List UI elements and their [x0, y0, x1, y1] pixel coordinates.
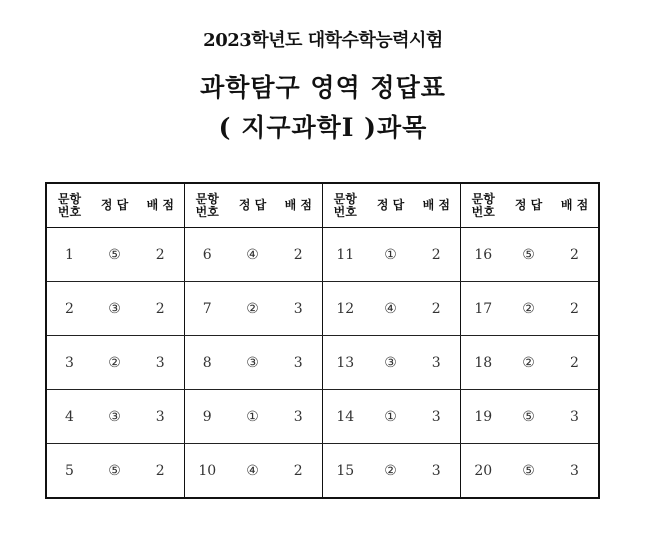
header-question-number: 문항 번호	[184, 183, 230, 228]
subject-line: ( 지구과학Ⅰ )과목	[218, 113, 428, 142]
question-number: 9	[184, 390, 230, 444]
question-number: 12	[322, 282, 368, 336]
score-value: 2	[413, 282, 460, 336]
answer-mark: ②	[368, 444, 413, 499]
answer-mark: ①	[368, 228, 413, 282]
answer-mark: ①	[230, 390, 275, 444]
score-value: 3	[275, 390, 322, 444]
table-row	[46, 282, 599, 336]
table-row	[46, 390, 599, 444]
question-number: 5	[46, 444, 92, 499]
answer-key-table	[45, 182, 600, 499]
answer-mark: ②	[230, 282, 275, 336]
answer-mark: ②	[506, 336, 551, 390]
question-number: 11	[322, 228, 368, 282]
answer-mark: ⑤	[506, 390, 551, 444]
score-value: 2	[275, 228, 322, 282]
question-number: 2	[46, 282, 92, 336]
question-number: 16	[460, 228, 506, 282]
header-score: 배 점	[137, 183, 184, 228]
header-row	[46, 183, 599, 228]
answer-mark: ③	[230, 336, 275, 390]
score-value: 2	[275, 444, 322, 499]
answer-mark: ③	[368, 336, 413, 390]
question-number: 13	[322, 336, 368, 390]
answer-mark: ⑤	[506, 228, 551, 282]
question-number: 20	[460, 444, 506, 499]
header-score: 배 점	[413, 183, 460, 228]
header-answer: 정 답	[92, 183, 137, 228]
score-value: 2	[551, 228, 599, 282]
score-value: 3	[137, 336, 184, 390]
answer-mark: ④	[230, 444, 275, 499]
answer-mark: ⑤	[92, 444, 137, 499]
question-number: 3	[46, 336, 92, 390]
question-number: 7	[184, 282, 230, 336]
score-value: 3	[551, 390, 599, 444]
question-number: 8	[184, 336, 230, 390]
score-value: 2	[137, 228, 184, 282]
answer-mark: ②	[506, 282, 551, 336]
question-number: 4	[46, 390, 92, 444]
header-question-number: 문항 번호	[46, 183, 92, 228]
score-value: 2	[551, 282, 599, 336]
score-value: 2	[137, 282, 184, 336]
header-score: 배 점	[551, 183, 599, 228]
header-score: 배 점	[275, 183, 322, 228]
answer-mark: ⑤	[506, 444, 551, 499]
score-value: 3	[551, 444, 599, 499]
question-number: 10	[184, 444, 230, 499]
answer-mark: ④	[368, 282, 413, 336]
score-value: 3	[413, 390, 460, 444]
question-number: 17	[460, 282, 506, 336]
exam-title: 2023학년도 대학수학능력시험	[203, 30, 443, 51]
table-row	[46, 336, 599, 390]
score-value: 3	[413, 444, 460, 499]
answer-mark: ③	[92, 390, 137, 444]
question-number: 18	[460, 336, 506, 390]
answer-mark: ⑤	[92, 228, 137, 282]
header-question-number: 문항 번호	[460, 183, 506, 228]
answer-mark: ①	[368, 390, 413, 444]
score-value: 3	[137, 390, 184, 444]
score-value: 3	[275, 282, 322, 336]
header-answer: 정 답	[506, 183, 551, 228]
score-value: 2	[551, 336, 599, 390]
header-question-number: 문항 번호	[322, 183, 368, 228]
question-number: 15	[322, 444, 368, 499]
score-value: 2	[137, 444, 184, 499]
answer-mark: ④	[230, 228, 275, 282]
answer-mark: ③	[92, 282, 137, 336]
sheet-title: 과학탐구 영역 정답표	[200, 73, 446, 102]
score-value: 3	[413, 336, 460, 390]
question-number: 1	[46, 228, 92, 282]
score-value: 2	[413, 228, 460, 282]
score-value: 3	[275, 336, 322, 390]
question-number: 14	[322, 390, 368, 444]
header-answer: 정 답	[368, 183, 413, 228]
answer-mark: ②	[92, 336, 137, 390]
table-row	[46, 228, 599, 282]
question-number: 6	[184, 228, 230, 282]
question-number: 19	[460, 390, 506, 444]
header-answer: 정 답	[230, 183, 275, 228]
table-row	[46, 444, 599, 499]
